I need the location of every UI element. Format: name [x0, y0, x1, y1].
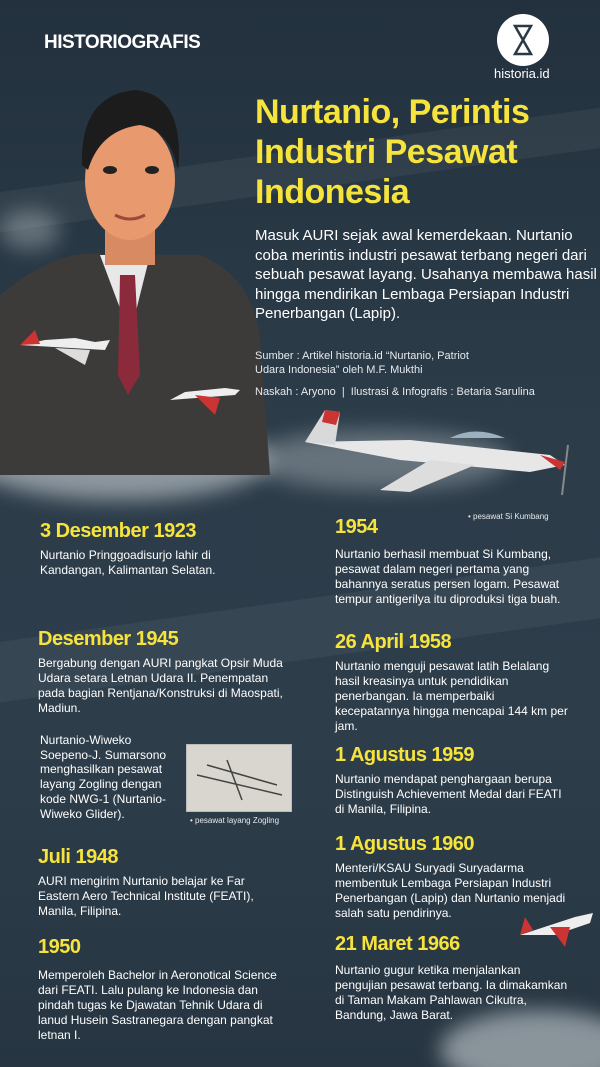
event-date: 1 Agustus 1960 — [335, 833, 474, 855]
event-date: 26 April 1958 — [335, 631, 452, 653]
kumbang-caption: • pesawat Si Kumbang — [468, 512, 549, 521]
zogling-caption: • pesawat layang Zogling — [190, 816, 280, 825]
plane-illustration — [515, 905, 600, 950]
timeline-event — [38, 845, 288, 919]
timeline-event — [335, 630, 570, 734]
source-text — [255, 349, 469, 377]
page-title — [255, 92, 529, 212]
plane-illustration — [15, 320, 115, 370]
event-text: Memperoleh Bachelor in Aeronotical Science dari FEATI. Lalu pulang ke Indonesia dan pindah tugas ke Djawatan Tehnik Udara di lanud Husein Sastranegara dengan pangkat letnan I. — [38, 968, 277, 1042]
event-date: 1950 — [38, 936, 81, 958]
source-line: Udara Indonesia” oleh M.F. Mukthi — [255, 364, 423, 376]
timeline-event — [38, 627, 288, 716]
event-date: Juli 1948 — [38, 846, 119, 868]
publisher-name: historia.id — [494, 66, 550, 81]
event-text: AURI mengirim Nurtanio belajar ke Far Eastern Aero Technical Institute (FEATI), Manila, Filipina. — [38, 874, 254, 918]
zogling-glider-photo — [186, 744, 292, 812]
source-line: Sumber : Artikel historia.id “Nurtanio, Patriot — [255, 350, 469, 362]
event-text: Nurtanio berhasil membuat Si Kumbang, pesawat dalam negeri pertama yang bahannya seratus persen logam. Pesawat tempur antigerilya itu diproduksi tiga buah. — [335, 547, 561, 606]
glider-diagram-icon — [187, 745, 293, 813]
title-line: Industri Pesawat — [255, 133, 518, 171]
event-date: 1 Agustus 1959 — [335, 744, 474, 766]
si-kumbang-plane-illustration — [300, 400, 580, 500]
event-text: Nurtanio menguji pesawat latih Belalang hasil kreasinya untuk pendidikan penerbangan. Ia memperbaiki kecepatannya hingga mencapai 144 km per jam. — [335, 659, 568, 733]
event-date: 3 Desember 1923 — [40, 520, 196, 542]
event-text: Nurtanio Pringgoadisurjo lahir di Kandangan, Kalimantan Selatan. — [40, 548, 216, 577]
event-date: 21 Maret 1966 — [335, 933, 460, 955]
historia-logo-icon — [497, 14, 549, 66]
event-text: Nurtanio mendapat penghargaan berupa Distinguish Achievement Medal dari FEATI di Manila, Filipina. — [335, 772, 562, 816]
timeline-event — [38, 935, 288, 1043]
event-text: Nurtanio gugur ketika menjalankan pengujian pesawat terbang. Ia dimakamkan di Taman Makam Pahlawan Cikutra, Bandung, Jawa Barat. — [335, 963, 568, 1022]
timeline-event — [335, 743, 570, 817]
event-text: Menteri/KSAU Suryadi Suryadarma membentuk Lembaga Persiapan Industri Penerbangan (Lapip) dan Nurtanio menjadi salah satu pendirinya. — [335, 861, 566, 920]
glider-note: Nurtanio-Wiweko Soepeno-J. Sumarsono menghasilkan pesawat layang Zogling dengan kode NWG-1 (Nurtanio-Wiweko Glider). — [40, 733, 167, 821]
credits-text: Naskah : Aryono | Ilustrasi & Infografis : Betaria Sarulina — [255, 386, 535, 398]
event-date: Desember 1945 — [38, 628, 179, 650]
intro-text: Masuk AURI sejak awal kemerdekaan. Nurtanio coba merintis industri pesawat terbang negeri dari sebuah pesawat layang. Usahanya membawa hasil hingga mendirikan Lembaga Persiapan Industri Penerbangan (Lapip). — [255, 227, 597, 322]
event-text: Bergabung dengan AURI pangkat Opsir Muda Udara setara Letnan Udara II. Penempatan pada bagian Rentjana/Konstruksi di Maospati, Madiun. — [38, 656, 283, 715]
title-line: Indonesia — [255, 173, 410, 211]
timeline-event — [335, 515, 570, 607]
title-line: Nurtanio, Perintis — [255, 93, 530, 131]
plane-illustration — [165, 380, 245, 420]
timeline-event — [40, 519, 270, 578]
event-date: 1954 — [335, 516, 378, 538]
brand-logo: HISTORIOGRAFIS — [44, 32, 201, 53]
